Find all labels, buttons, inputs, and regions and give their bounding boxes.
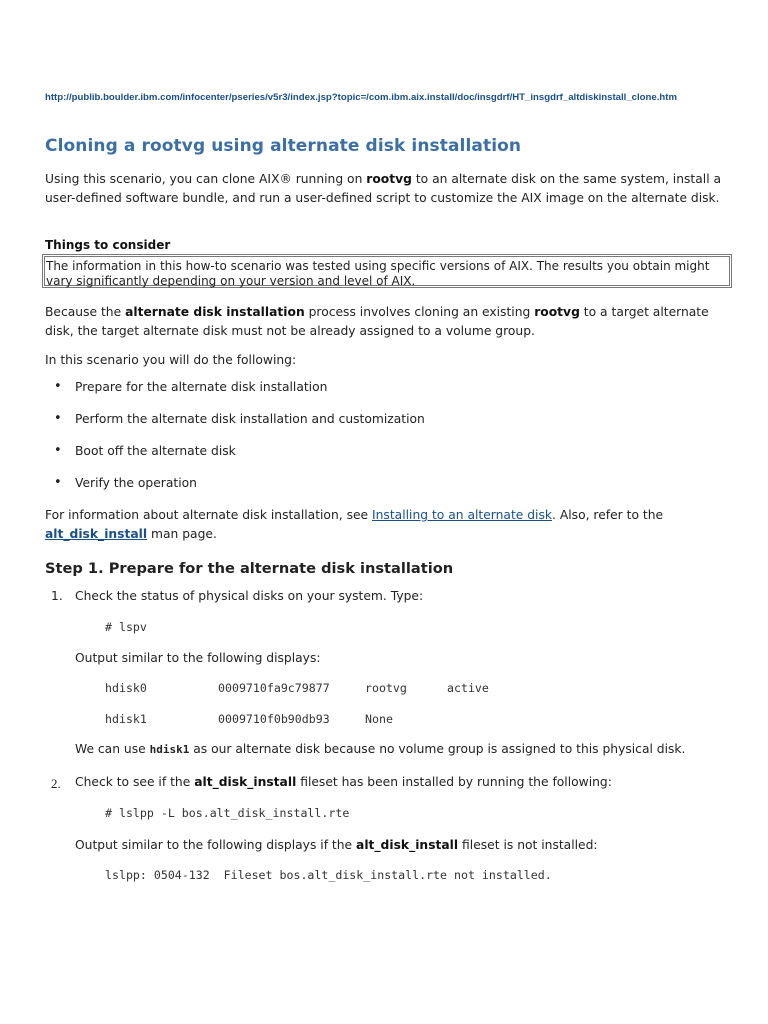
step1-item2-number: 2. — [51, 776, 61, 791]
item2-text-1: Check to see if the — [75, 775, 195, 789]
intro-text-2: to an alternate disk on the same system, install a user-defined software bundle, and run a user-defined script to customize the AIX image on the alternate disk. — [45, 172, 722, 205]
page-title: Cloning a rootvg using alternate disk installation — [45, 136, 522, 156]
scenario-intro: In this scenario you will do the following: — [45, 353, 297, 367]
output-cell: None — [365, 712, 393, 726]
task-list — [45, 379, 425, 507]
step1-item1-output-label: Output similar to the following displays: — [75, 651, 321, 665]
step1-item2-text — [75, 773, 735, 792]
installing-alternate-disk-link[interactable]: Installing to an alternate disk — [372, 508, 553, 522]
info-paragraph — [45, 506, 735, 544]
because-text-1: Because the — [45, 305, 126, 319]
output-cell: 0009710f0b90db93 — [218, 712, 330, 726]
output-label-text-1: Output similar to the following displays if the — [75, 838, 357, 852]
output-cell: hdisk0 — [105, 681, 147, 695]
item2-term: alt_disk_install — [194, 775, 297, 789]
alt-disk-install-link[interactable]: alt_disk_install — [45, 527, 148, 541]
hdisk1-code: hdisk1 — [149, 743, 190, 756]
task-item: • Verify the operation — [45, 475, 425, 507]
step1-item2-output-label — [75, 836, 735, 855]
things-to-consider-heading: Things to consider — [45, 238, 171, 252]
step1-item1-text: Check the status of physical disks on your system. Type: — [75, 589, 424, 603]
lslpp-output: lslpp: 0504-132 Fileset bos.alt_disk_install.rte not installed. — [105, 868, 552, 882]
note-text-1: We can use — [75, 742, 150, 756]
consider-note-text: The information in this how-to scenario was tested using specific versions of AIX. The results you obtain might vary significantly depending on your version and level of AIX. — [44, 256, 730, 286]
task-item: • Prepare for the alternate disk installation — [45, 379, 425, 411]
item2-text-2: fileset has been installed by running the following: — [296, 775, 612, 789]
info-text-1: For information about alternate disk installation, see — [45, 508, 373, 522]
source-url-link[interactable]: http://publib.boulder.ibm.com/infocenter/pseries/v5r3/index.jsp?topic=/com.ibm.aix.install/doc/insgdrf/HT_insgdrf_altdiskinstall_clone.htm — [45, 92, 677, 103]
because-text-3: to a target alternate disk, the target alternate disk must not be already assigned to a volume group. — [45, 305, 709, 338]
intro-text-1: Using this scenario, you can clone AIX® running on — [45, 172, 367, 186]
output-cell: rootvg — [365, 681, 407, 695]
intro-rootvg-term: rootvg — [366, 172, 412, 186]
task-item: • Boot off the alternate disk — [45, 443, 425, 475]
step1-heading: Step 1. Prepare for the alternate disk installation — [45, 560, 454, 577]
because-paragraph — [45, 303, 735, 341]
step1-item1-number: 1. — [51, 589, 63, 603]
lslpp-command: # lslpp -L bos.alt_disk_install.rte — [105, 806, 350, 820]
consider-note-box — [42, 254, 732, 288]
output-label-term: alt_disk_install — [356, 838, 459, 852]
lspv-command: # lspv — [105, 620, 147, 634]
task-item: • Perform the alternate disk installation and customization — [45, 411, 425, 443]
note-text-2: as our alternate disk because no volume group is assigned to this physical disk. — [189, 742, 686, 756]
info-text-3: man page. — [147, 527, 217, 541]
step1-item1-note — [75, 740, 735, 759]
because-term-1: alternate disk installation — [125, 305, 305, 319]
output-cell: active — [447, 681, 489, 695]
because-term-2: rootvg — [534, 305, 580, 319]
output-cell: hdisk1 — [105, 712, 147, 726]
output-cell: 0009710fa9c79877 — [218, 681, 330, 695]
because-text-2: process involves cloning an existing — [304, 305, 535, 319]
intro-paragraph — [45, 170, 735, 208]
output-label-text-2: fileset is not installed: — [458, 838, 598, 852]
info-text-2: . Also, refer to the — [552, 508, 664, 522]
